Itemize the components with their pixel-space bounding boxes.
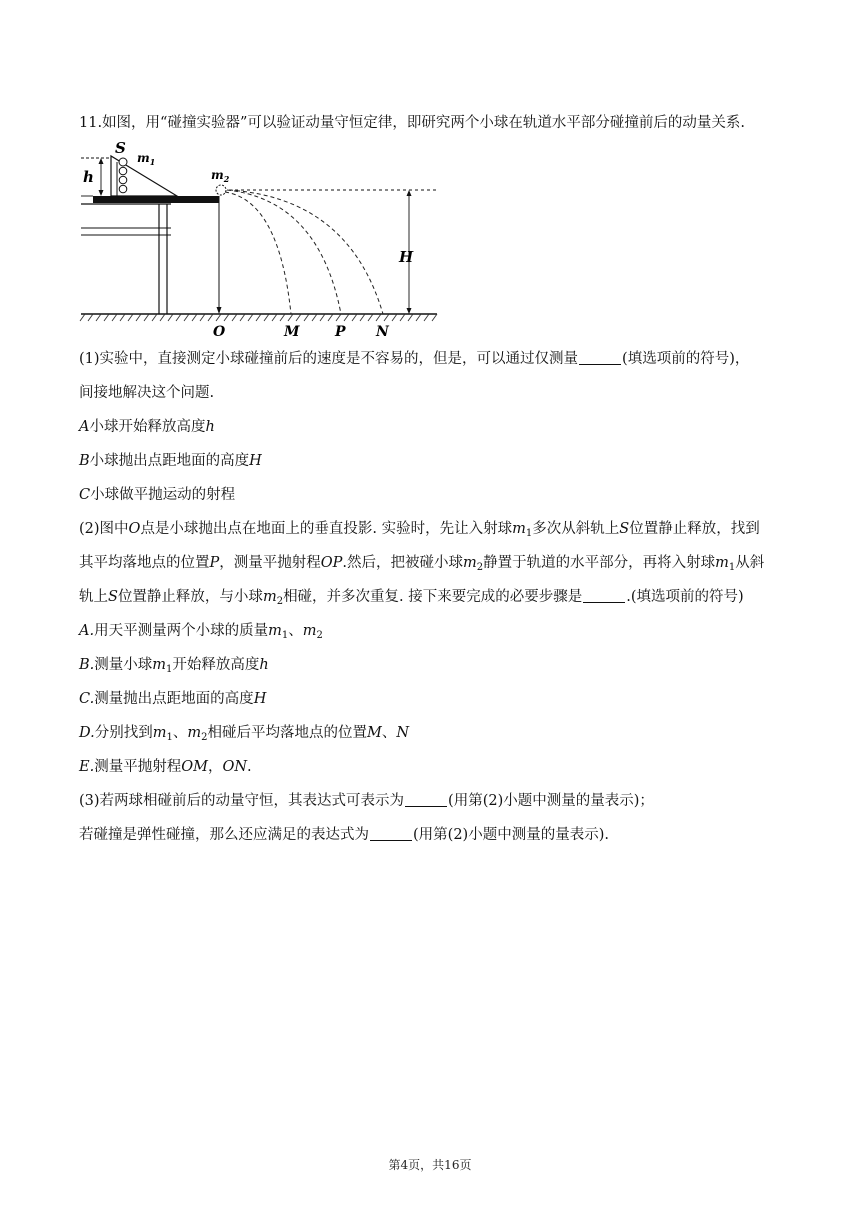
ball-stack-3 — [119, 185, 127, 193]
horizontal-track — [93, 196, 219, 203]
h-arrow-bottom — [99, 190, 104, 196]
label-m2: $m_2$ — [211, 168, 230, 184]
part1-option-C: C小球做平抛运动的射程 — [79, 487, 236, 503]
label-O: O — [213, 324, 226, 340]
trajectory-M — [225, 192, 291, 314]
part2-line3: 轨上S位置静止释放，与小球$m_2$相碰，并多次重复. 接下来要完成的必要步骤是 .(填选项前的符号) — [79, 589, 744, 607]
H-arrow-top — [407, 190, 412, 196]
label-m1: $m_1$ — [137, 151, 156, 167]
ball-m2 — [216, 185, 226, 195]
part2-option-C: C.测量抛出点距地面的高度H — [79, 691, 267, 707]
part2-option-E: E.测量平抛射程OM，ON. — [79, 759, 252, 775]
trajectory-P — [227, 190, 341, 314]
part1-option-A: A小球开始释放高度h — [79, 419, 215, 435]
part2-option-B: B.测量小球$m_1$开始释放高度h — [79, 657, 269, 675]
ball-m1 — [119, 158, 127, 166]
question-intro — [79, 113, 745, 133]
part3-line1: (3)若两球相碰前后的动量守恒，其表达式可表示为 (用第(2)小题中测量的量表示)； — [79, 793, 654, 809]
question-intro-text: 如图，用“碰撞实验器”可以验证动量守恒定律，即研究两个小球在轨道水平部分碰撞前后的动量关系. — [102, 115, 745, 131]
label-S: S — [115, 139, 126, 157]
trajectory-N — [229, 190, 383, 314]
part2-line2: 其平均落地点的位置P，测量平抛射程OP.然后，把被碰小球$m_2$静置于轨道的水平部分，再将入射球$m_1$从斜 — [79, 555, 765, 573]
H-arrow-bottom — [407, 308, 412, 314]
part1-line2: 间接地解决这个问题. — [79, 385, 215, 401]
label-M: M — [284, 324, 300, 340]
part3-line2: 若碰撞是弹性碰撞，那么还应满足的表达式为 (用第(2)小题中测量的量表示). — [79, 827, 609, 843]
part1-option-B: B小球抛出点距地面的高度H — [79, 453, 262, 469]
answer-blank-1 — [579, 350, 621, 365]
page-footer: 第4页，共16页 — [388, 1158, 472, 1172]
projection-arrow — [217, 307, 222, 314]
part2-line1: (2)图中O点是小球抛出点在地面上的垂直投影. 实验时，先让入射球$m_1$多次从斜轨上S位置静止释放，找到 — [79, 521, 760, 539]
label-h: h — [83, 168, 94, 186]
label-P: P — [335, 324, 346, 340]
part2-option-D: D.分别找到$m_1$、$m_2$相碰后平均落地点的位置M、N — [79, 725, 410, 743]
answer-blank-3 — [405, 792, 447, 807]
label-N: N — [376, 324, 389, 340]
ground-hatching — [80, 314, 437, 321]
answer-blank-2 — [583, 588, 625, 603]
question-number: 11. — [79, 115, 103, 131]
label-H: H — [399, 248, 414, 266]
h-arrow-top — [99, 158, 104, 164]
part2-option-A: A.用天平测量两个小球的质量$m_1$、$m_2$ — [79, 623, 323, 641]
collision-apparatus-figure — [79, 138, 441, 340]
ball-stack-1 — [119, 167, 127, 175]
answer-blank-4 — [370, 826, 412, 841]
ball-stack-2 — [119, 176, 127, 184]
part1-line1: (1)实验中，直接测定小球碰撞前后的速度是不容易的，但是，可以通过仅测量 (填选项前的符号)， — [79, 351, 750, 367]
